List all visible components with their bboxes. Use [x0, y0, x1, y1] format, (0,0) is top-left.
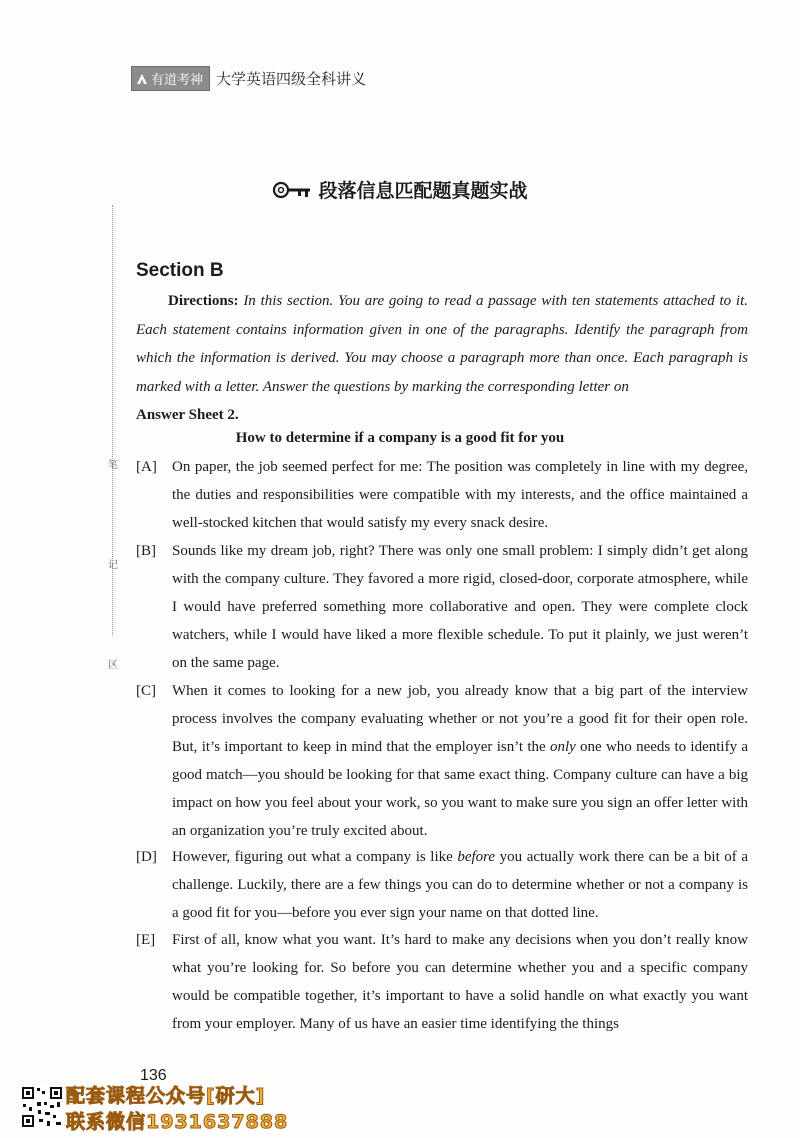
margin-note-2: 记 [108, 560, 118, 571]
brand-badge [131, 66, 210, 91]
book-title: 大学英语四级全科讲义 [216, 70, 367, 88]
emphasis-word: before [457, 849, 496, 865]
qr-code-icon [20, 1085, 64, 1129]
brand-name: 有道考神 [151, 73, 204, 88]
paragraph-text-part: When it comes to looking for a new job, you already know that a big part of the interview process involves the company evaluating whether or not you’re a good fit for their open role. But, it’s important to keep in mind that the employer isn’t the [172, 683, 748, 755]
paragraph-b [136, 537, 748, 677]
directions-block [136, 287, 748, 430]
key-icon [272, 181, 312, 199]
paragraph-text [172, 677, 748, 845]
emphasis-word: only [549, 739, 576, 755]
paragraph-text: On paper, the job seemed perfect for me: The position was completely in line with my degree, the duties and responsibilities were compatible with my interests, and the office maintained a well-stocked kitchen that would satisfy my every snack desire. [172, 459, 748, 531]
running-header [131, 66, 366, 91]
paragraph-d [136, 843, 748, 927]
watermark-line-1: 配套课程公众号[研大] [66, 1085, 266, 1107]
answer-sheet-label: Answer Sheet 2. [136, 407, 239, 423]
paragraph-e [136, 926, 748, 1038]
paragraph-mark: [E] [136, 932, 156, 948]
paragraph-mark: [C] [136, 683, 156, 699]
paragraph-mark: [B] [136, 543, 156, 559]
paragraph-text: First of all, know what you want. It’s hard to make any decisions when you don’t really know what you’re looking for. So before you can determine whether you and a specific company would be compatible together, it’s important to have a solid handle on what exactly you want from your employer. Many of us have an easier time identifying the things [172, 932, 748, 1032]
directions-body: In this section. You are going to read a passage with ten statements attached to it. Each statement contains information given in one of the paragraphs. Identify the paragraph from which the information is derived. You may choose a paragraph more than once. Each paragraph is marked with a letter. Answer the questions by marking the corresponding letter on [136, 293, 749, 395]
paragraph-mark: [A] [136, 459, 157, 475]
paragraph-a [136, 453, 748, 537]
passage-title: How to determine if a company is a good fit for you [235, 430, 565, 446]
paragraph-text-part: one who needs to identify a good match—you should be looking for that same exact thing. Company culture can have a big impact on how you feel about your work, so you want to make sure you sign an offer letter with an organization you’re truly excited about. [172, 739, 748, 839]
directions-label: Directions: [168, 293, 239, 309]
brand-logo-icon [136, 73, 148, 85]
paragraph-mark: [D] [136, 849, 157, 865]
margin-note-3: 区 [108, 660, 118, 671]
watermark [0, 1077, 330, 1137]
paragraph-text [172, 843, 748, 927]
section-label: Section B [136, 260, 224, 281]
paragraph-c [136, 677, 748, 845]
section-heading-text: 段落信息匹配题真题实战 [318, 180, 528, 202]
paragraph-text-part: you actually work there can be a bit of a challenge. Luckily, there are a few things you can do to determine whether or not a company is a good fit for you—before you ever sign your name on that dotted line. [172, 849, 748, 921]
watermark-line-2: 联系微信1931637888 [66, 1111, 289, 1133]
paragraph-text: Sounds like my dream job, right? There was only one small problem: I simply didn’t get along with the company culture. They favored a more rigid, closed-door, corporate atmosphere, while I would have preferred something more collaborative and open. They were complete clock watchers, while I would have liked a more flexible schedule. To put it plainly, we just weren’t on the same page. [172, 543, 748, 671]
page-number: 136 [140, 1067, 167, 1084]
margin-note-1: 笔 [108, 460, 118, 471]
paragraph-text-part: However, figuring out what a company is like [172, 849, 458, 865]
section-heading [0, 176, 800, 203]
